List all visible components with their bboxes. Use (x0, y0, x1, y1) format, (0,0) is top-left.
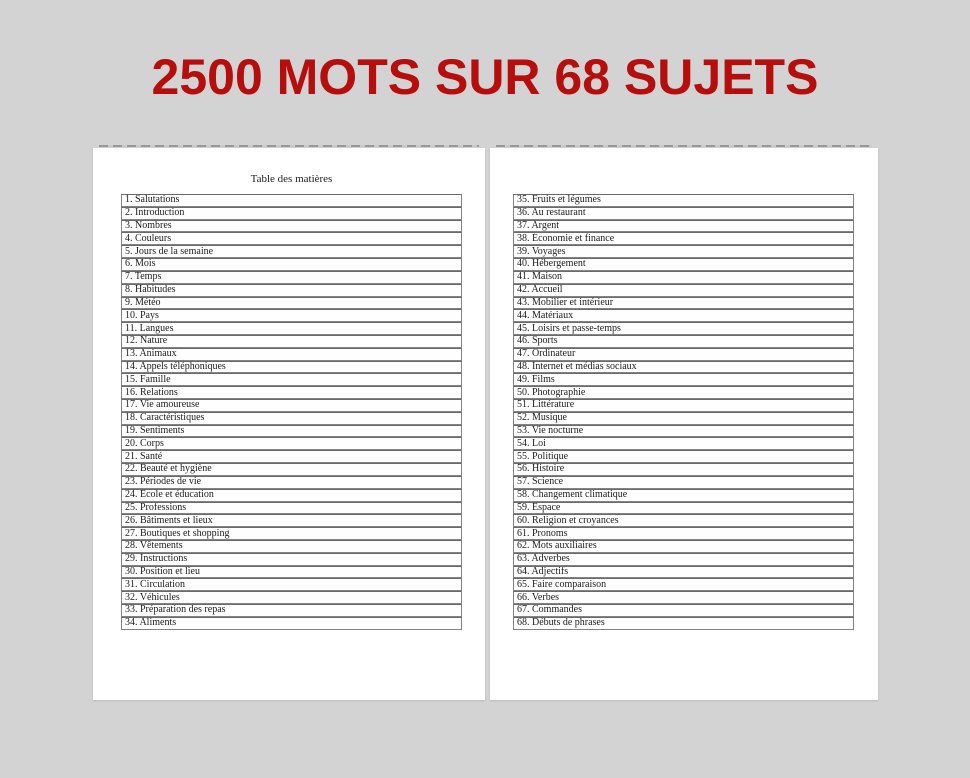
toc-row: 3. Nombres (121, 220, 462, 233)
toc-row: 32. Véhicules (121, 591, 462, 604)
toc-row: 47. Ordinateur (513, 348, 854, 361)
toc-row: 38. Économie et finance (513, 232, 854, 245)
toc-row: 61. Pronoms (513, 527, 854, 540)
toc-row: 66. Verbes (513, 591, 854, 604)
toc-table-left (121, 194, 462, 630)
toc-row: 19. Sentiments (121, 425, 462, 438)
toc-table-right (513, 194, 854, 630)
toc-heading: Table des matières (250, 173, 333, 185)
toc-row: 58. Changement climatique (513, 489, 854, 502)
toc-row: 27. Boutiques et shopping (121, 527, 462, 540)
toc-row: 53. Vie nocturne (513, 425, 854, 438)
toc-row: 11. Langues (121, 322, 462, 335)
toc-row: 43. Mobilier et intérieur (513, 297, 854, 310)
toc-row: 26. Bâtiments et lieux (121, 514, 462, 527)
toc-row: 8. Habitudes (121, 284, 462, 297)
toc-row: 52. Musique (513, 412, 854, 425)
toc-row: 45. Loisirs et passe-temps (513, 322, 854, 335)
toc-row: 9. Météo (121, 297, 462, 310)
toc-row: 12. Nature (121, 335, 462, 348)
toc-row: 22. Beauté et hygiène (121, 463, 462, 476)
toc-row: 23. Périodes de vie (121, 476, 462, 489)
toc-row: 1. Salutations (121, 194, 462, 207)
toc-row: 44. Matériaux (513, 309, 854, 322)
toc-row: 56. Histoire (513, 463, 854, 476)
toc-row: 15. Famille (121, 373, 462, 386)
toc-row: 10. Pays (121, 309, 462, 322)
book-spread (93, 148, 878, 700)
toc-row: 31. Circulation (121, 578, 462, 591)
left-page (93, 148, 485, 700)
toc-row: 17. Vie amoureuse (121, 399, 462, 412)
toc-row: 7. Temps (121, 271, 462, 284)
toc-row: 67. Commandes (513, 604, 854, 617)
toc-row: 18. Caractéristiques (121, 412, 462, 425)
toc-row: 51. Littérature (513, 399, 854, 412)
toc-row: 13. Animaux (121, 348, 462, 361)
toc-row: 41. Maison (513, 271, 854, 284)
toc-row: 68. Débuts de phrases (513, 617, 854, 630)
toc-row: 29. Instructions (121, 553, 462, 566)
toc-row: 37. Argent (513, 220, 854, 233)
toc-row: 2. Introduction (121, 207, 462, 220)
toc-row: 21. Santé (121, 450, 462, 463)
toc-row: 30. Position et lieu (121, 566, 462, 579)
toc-row: 28. Vêtements (121, 540, 462, 553)
toc-row: 63. Adverbes (513, 553, 854, 566)
toc-row: 42. Accueil (513, 284, 854, 297)
toc-row: 34. Aliments (121, 617, 462, 630)
toc-row: 6. Mois (121, 258, 462, 271)
toc-row: 49. Films (513, 373, 854, 386)
right-page (490, 148, 878, 700)
toc-row: 36. Au restaurant (513, 207, 854, 220)
toc-row: 65. Faire comparaison (513, 578, 854, 591)
toc-row: 5. Jours de la semaine (121, 245, 462, 258)
toc-row: 16. Relations (121, 386, 462, 399)
toc-row: 50. Photographie (513, 386, 854, 399)
toc-row: 25. Professions (121, 502, 462, 515)
toc-row: 33. Préparation des repas (121, 604, 462, 617)
toc-row: 35. Fruits et légumes (513, 194, 854, 207)
toc-row: 24. École et éducation (121, 489, 462, 502)
toc-row: 54. Loi (513, 437, 854, 450)
toc-row: 4. Couleurs (121, 232, 462, 245)
toc-row: 39. Voyages (513, 245, 854, 258)
toc-row: 20. Corps (121, 437, 462, 450)
toc-row: 46. Sports (513, 335, 854, 348)
toc-row: 14. Appels téléphoniques (121, 361, 462, 374)
toc-row: 62. Mots auxiliaires (513, 540, 854, 553)
toc-row: 60. Religion et croyances (513, 514, 854, 527)
toc-row: 55. Politique (513, 450, 854, 463)
page-title: 2500 MOTS SUR 68 SUJETS (151, 49, 819, 105)
toc-row: 48. Internet et médias sociaux (513, 361, 854, 374)
toc-row: 64. Adjectifs (513, 566, 854, 579)
toc-row: 59. Espace (513, 502, 854, 515)
toc-row: 40. Hébergement (513, 258, 854, 271)
toc-row: 57. Science (513, 476, 854, 489)
